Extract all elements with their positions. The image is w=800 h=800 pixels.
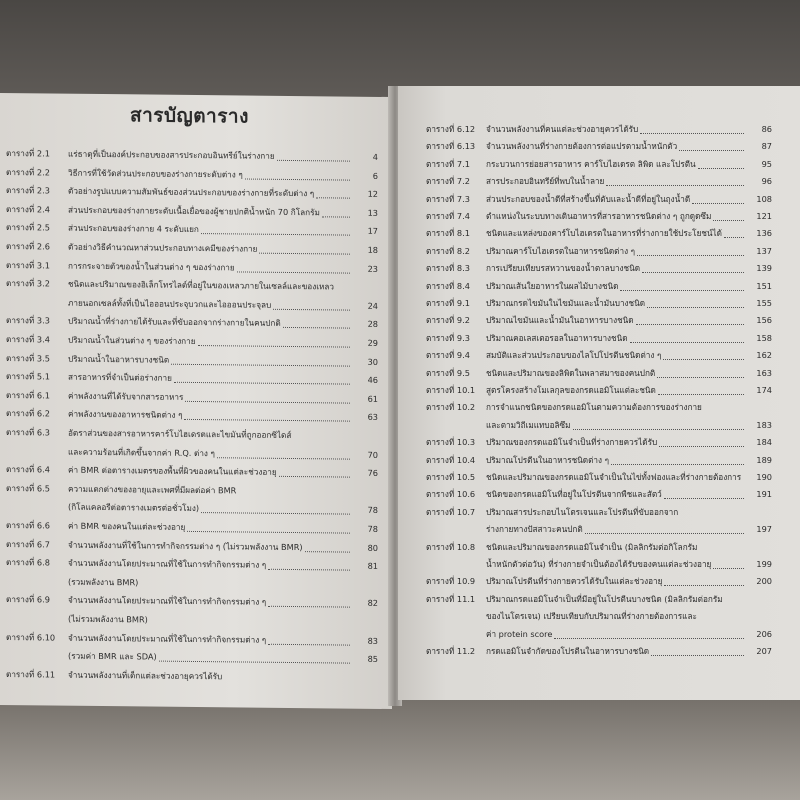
toc-entry-page: 158	[756, 332, 772, 343]
toc-entry-page: 139	[756, 263, 772, 274]
toc-entry-text: จำนวนพลังงานที่เด็กแต่ละช่วงอายุควรได้รับ	[68, 669, 223, 682]
toc-entry-text: สารประกอบอินทรีย์ที่พบในน้ำลาย	[486, 176, 605, 187]
toc-entry-page: 29	[367, 337, 378, 348]
toc-entry-text: ของไนโตรเจน) เปรียบเทียบกับปริมาณที่ร่างกายต้องการและ	[486, 611, 697, 622]
toc-leader-dots	[322, 216, 350, 217]
toc-entry-label: ตารางที่ 7.3	[426, 193, 470, 204]
toc-entry-label: ตารางที่ 9.4	[426, 350, 470, 361]
toc-entry-text: ปริมาณโปรตีนที่ร่างกายควรได้รับในแต่ละช่วงอายุ	[486, 576, 663, 587]
toc-entry-text: ค่า BMR ต่อตารางเมตรของพื้นที่ผิวของคนในแต่ละช่วงอายุ	[68, 464, 277, 478]
toc-entry	[426, 611, 772, 622]
toc-entry-page: 87	[761, 141, 772, 152]
toc-entry	[6, 669, 378, 684]
toc-entry-text: จำนวนพลังงานที่ใช้ในการทำกิจกรรมต่าง ๆ (ไม่รวมพลังงาน BMR)	[68, 539, 303, 552]
toc-entry-page: 70	[367, 449, 378, 460]
background-bottom	[0, 700, 800, 800]
toc-entry-text: การกระจายตัวของน้ำในส่วนต่าง ๆ ของร่างกาย	[68, 260, 235, 272]
toc-entry	[426, 402, 772, 413]
toc-leader-dots	[636, 324, 744, 325]
toc-entry	[426, 455, 772, 466]
toc-entry-label: ตารางที่ 2.6	[6, 241, 50, 252]
toc-entry-label: ตารางที่ 5.1	[6, 371, 50, 382]
toc-entry	[426, 211, 772, 222]
toc-leader-dots	[651, 655, 744, 656]
toc-entry-text: (รวมพลังงาน BMR)	[68, 576, 139, 588]
toc-leader-dots	[640, 133, 744, 134]
toc-entry-text: ปริมาณไขมันและน้ำมันในอาหารบางชนิด	[486, 315, 634, 326]
toc-leader-dots	[647, 307, 744, 308]
toc-entry-label: ตารางที่ 10.9	[426, 576, 476, 587]
toc-entry	[426, 298, 772, 309]
toc-entry-label: ตารางที่ 2.3	[6, 185, 50, 196]
toc-entry-text: ปริมาณกรดไขมันในไขมันและน้ำมันบางชนิด	[486, 298, 646, 308]
toc-entry	[426, 281, 772, 292]
toc-entry-page: 63	[367, 412, 378, 423]
toc-entry-label: ตารางที่ 6.7	[6, 538, 50, 550]
toc-leader-dots	[201, 512, 350, 515]
toc-entry-text: ปริมาณน้ำในส่วนต่าง ๆ ของร่างกาย	[68, 334, 196, 346]
toc-leader-dots	[259, 253, 350, 255]
toc-entry-page: 85	[367, 653, 378, 665]
toc-leader-dots	[698, 168, 744, 169]
toc-entry-label: ตารางที่ 7.1	[426, 158, 470, 169]
toc-leader-dots	[171, 363, 350, 366]
toc-entry	[6, 167, 378, 182]
toc-entry-page: 163	[756, 367, 772, 378]
toc-leader-dots	[268, 569, 350, 571]
toc-entry	[426, 194, 772, 205]
toc-entry	[6, 315, 378, 330]
toc-entry-text: ชนิดและปริมาณของกรดแอมิโนจำเป็นในไข่ทั้งฟองและที่ร่างกายต้องการ	[486, 472, 742, 482]
toc-entry	[426, 629, 772, 640]
toc-leader-dots	[585, 533, 744, 534]
toc-leader-dots	[245, 178, 350, 180]
toc-leader-dots	[159, 661, 350, 664]
toc-entry-label: ตารางที่ 6.11	[6, 668, 56, 680]
toc-leader-dots	[637, 255, 744, 256]
toc-entry-page: 184	[756, 437, 772, 448]
toc-entry	[426, 472, 772, 483]
toc-entry-page: 12	[367, 188, 378, 200]
toc-entry-label: ตารางที่ 6.8	[6, 557, 50, 568]
toc-entry-page: 96	[761, 176, 772, 187]
toc-entry	[426, 228, 772, 239]
toc-entry-label: ตารางที่ 11.2	[426, 646, 476, 656]
toc-entry-text: ตัวอย่างวิธีคำนวณหาส่วนประกอบทางเคมีของร่างกาย	[68, 241, 258, 254]
toc-entry-text: ปริมาณสารประกอบไนโตรเจนและโปรตีนที่ขับออกจาก	[486, 506, 679, 517]
toc-entry-label: ตารางที่ 3.5	[6, 352, 50, 364]
toc-entry-text: ส่วนประกอบของร่างกายระดับเนื้อเยื่อของผู้ชายปกติน้ำหนัก 70 กิโลกรัม	[68, 204, 320, 218]
toc-leader-dots	[184, 419, 350, 422]
toc-entry-label: ตารางที่ 2.2	[6, 166, 50, 178]
toc-entry-text: ปริมาณคอเลสเตอรอลในอาหารบางชนิด	[486, 332, 628, 343]
toc-entry-label: ตารางที่ 9.5	[426, 367, 470, 378]
toc-entry-text: ชนิดและปริมาณของลิพิดในพลาสมาของคนปกติ	[486, 367, 656, 378]
toc-entry	[6, 204, 378, 219]
toc-entry-page: 151	[756, 280, 772, 291]
toc-entry	[6, 483, 378, 498]
toc-entry	[426, 576, 772, 587]
toc-entry-label: ตารางที่ 6.10	[6, 631, 56, 643]
toc-leader-dots	[606, 185, 744, 186]
toc-entry-label: ตารางที่ 6.3	[6, 427, 50, 438]
toc-entry	[6, 408, 378, 423]
left-page	[0, 93, 392, 709]
toc-leader-dots	[279, 476, 350, 478]
toc-entry	[426, 333, 772, 344]
toc-entry-text: สูตรโครงสร้างโมเลกุลของกรดแอมิโนแต่ละชนิด	[486, 385, 656, 395]
toc-entry-text: ชนิดและปริมาณของกรดแอมิโนจำเป็น (มิลลิกรัมต่อกิโลกรัม	[486, 541, 698, 552]
toc-entry-label: ตารางที่ 3.3	[6, 315, 50, 326]
toc-entry-page: 80	[367, 542, 378, 553]
toc-entry-label: ตารางที่ 8.3	[426, 263, 470, 274]
toc-entry-page: 137	[756, 245, 772, 256]
toc-entry	[6, 148, 378, 163]
toc-entry-label: ตารางที่ 10.1	[426, 385, 476, 395]
toc-entry-label: ตารางที่ 3.4	[6, 334, 50, 345]
toc-entry-text: ปริมาณเส้นใยอาหารในผลไม้บางชนิด	[486, 280, 619, 291]
toc-entry	[6, 501, 378, 516]
toc-entry-label: ตารางที่ 10.2	[426, 402, 476, 413]
toc-entry-label: ตารางที่ 3.2	[6, 278, 50, 289]
toc-entry-label: ตารางที่ 10.8	[426, 541, 476, 552]
toc-entry-text: กรดแอมิโนจำกัดของโปรตีนในอาหารบางชนิด	[486, 646, 650, 656]
toc-entry-label: ตารางที่ 9.1	[426, 298, 470, 308]
toc-entry-label: ตารางที่ 6.12	[426, 124, 476, 134]
toc-entry-text: ส่วนประกอบของน้ำดีที่สร้างขึ้นที่ตับและน้ำดีที่อยู่ในถุงน้ำดี	[486, 193, 691, 204]
toc-entry-label: ตารางที่ 8.4	[426, 280, 470, 291]
toc-entry	[6, 594, 378, 609]
toc-entry-text: ภายนอกเซลล์ทั้งที่เป็นไอออนประจุบวกและไอออนประจุลบ	[68, 297, 272, 310]
toc-entry-text: ชนิดของกรดแอมิโนที่อยู่ในโปรตีนจากพืชและสัตว์	[486, 489, 662, 500]
toc-entry-label: ตารางที่ 2.5	[6, 222, 50, 233]
toc-entry-text: ปริมาณน้ำในอาหารบางชนิด	[68, 353, 170, 365]
toc-entry-page: 46	[367, 374, 378, 386]
toc-entry-page: 136	[756, 228, 772, 239]
toc-entry	[6, 260, 378, 275]
toc-entry-text: ค่า protein score	[486, 628, 553, 639]
toc-entry	[426, 315, 772, 326]
toc-entry-text: กระบวนการย่อยสารอาหาร คาร์โบไฮเดรต ลิพิด และโปรตีน	[486, 158, 696, 169]
toc-entry-label: ตารางที่ 9.3	[426, 332, 470, 343]
toc-leader-dots	[657, 377, 744, 378]
toc-entry	[6, 427, 378, 442]
toc-entry-page: 30	[367, 356, 378, 367]
toc-entry-page: 162	[756, 350, 772, 361]
toc-entry-text: สมบัติและส่วนประกอบของไลโปโปรตีนชนิดต่าง ๆ	[486, 350, 662, 361]
toc-leader-dots	[217, 457, 350, 459]
toc-leader-dots	[198, 345, 350, 348]
toc-entry-page: 24	[367, 300, 378, 311]
toc-leader-dots	[305, 551, 350, 552]
toc-entry	[6, 278, 378, 293]
toc-entry-page: 206	[756, 628, 772, 639]
toc-entry-label: ตารางที่ 6.2	[6, 408, 50, 419]
toc-leader-dots	[679, 150, 744, 151]
toc-entry-page: 61	[367, 393, 378, 404]
toc-entry-label: ตารางที่ 10.6	[426, 489, 476, 500]
toc-entry-label: ตารางที่ 11.1	[426, 593, 476, 604]
toc-entry	[426, 124, 772, 135]
toc-leader-dots	[273, 309, 350, 311]
page-title: สารบัญตาราง	[130, 104, 249, 128]
toc-entry-text: น้ำหนักตัวต่อวัน) ที่ร่างกายจำเป็นต้องได้รับของคนแต่ละช่วงอายุ	[486, 559, 712, 569]
toc-entry-text: (กิโลแคลอรีต่อตารางเมตรต่อชั่วโมง)	[68, 502, 200, 514]
toc-entry-label: ตารางที่ 7.2	[426, 176, 470, 187]
toc-leader-dots	[174, 382, 350, 385]
toc-entry-text: วิธีการที่ใช้วัดส่วนประกอบของร่างกายระดับต่าง ๆ	[68, 167, 243, 180]
toc-entry-label: ตารางที่ 10.3	[426, 437, 476, 448]
toc-entry-page: 13	[367, 207, 378, 218]
toc-leader-dots	[185, 401, 350, 404]
toc-entry-label: ตารางที่ 6.5	[6, 482, 50, 494]
toc-entry	[6, 297, 378, 312]
toc-entry-label: ตารางที่ 3.1	[6, 259, 50, 271]
toc-entry	[6, 241, 378, 256]
toc-entry-page: 28	[367, 319, 378, 330]
toc-leader-dots	[316, 197, 350, 198]
toc-entry	[426, 524, 772, 535]
toc-entry-label: ตารางที่ 6.9	[6, 594, 50, 605]
toc-entry-text: การเปรียบเทียบรสหวานของน้ำตาลบางชนิด	[486, 263, 641, 274]
toc-entry	[426, 420, 772, 431]
toc-entry-text: ปริมาณของกรดแอมิโนจำเป็นที่ร่างกายควรได้รับ	[486, 437, 658, 448]
toc-entry-page: 95	[761, 158, 772, 169]
toc-entry-text: จำนวนพลังงานโดยประมาณที่ใช้ในการทำกิจกรรมต่าง ๆ	[68, 632, 267, 645]
toc-entry-text: ความแตกต่างของอายุและเพศที่มีผลต่อค่า BMR	[68, 483, 237, 496]
toc-entry-text: ปริมาณโปรตีนในอาหารชนิดต่าง ๆ	[486, 454, 609, 465]
toc-entry-text: ร่างกายทางปัสสาวะคนปกติ	[486, 524, 583, 535]
toc-entry-page: 108	[756, 193, 772, 204]
toc-entry-text: ตัวอย่างรูปแบบความสัมพันธ์ของส่วนประกอบของร่างกายที่ระดับต่าง ๆ	[68, 185, 315, 199]
toc-entry-page: 199	[756, 559, 772, 569]
toc-entry-label: ตารางที่ 8.2	[426, 245, 470, 256]
toc-entry-text: การจำแนกชนิดของกรดแอมิโนตามความต้องการของร่างกาย	[486, 402, 702, 413]
toc-entry-page: 207	[756, 646, 772, 656]
toc-leader-dots	[713, 568, 744, 569]
toc-entry	[426, 246, 772, 257]
toc-entry-text: สารอาหารที่จำเป็นต่อร่างกาย	[68, 371, 172, 383]
toc-entry-text: ปริมาณคาร์โบไฮเดรตในอาหารชนิดต่าง ๆ	[486, 245, 636, 256]
toc-entry-label: ตารางที่ 2.1	[6, 148, 50, 159]
toc-leader-dots	[268, 606, 350, 608]
toc-entry-page: 191	[756, 489, 772, 500]
toc-entry-text: (รวมค่า BMR และ SDA)	[68, 650, 157, 662]
toc-entry-page: 81	[367, 560, 378, 572]
toc-entry-label: ตารางที่ 6.6	[6, 520, 50, 531]
toc-entry	[6, 650, 378, 665]
toc-entry-page: 197	[756, 524, 772, 535]
toc-entry-text: ตำแหน่งในระบบทางเดินอาหารที่สารอาหารชนิดต่าง ๆ ถูกดูดซึม	[486, 211, 712, 221]
toc-entry-page: 156	[756, 315, 772, 326]
toc-entry-page: 18	[367, 244, 378, 255]
toc-leader-dots	[554, 638, 744, 639]
toc-entry-text: จำนวนพลังงานที่คนแต่ละช่วงอายุควรได้รับ	[486, 124, 639, 134]
toc-entry	[426, 594, 772, 605]
toc-entry	[426, 507, 772, 518]
toc-entry-page: 189	[756, 454, 772, 465]
toc-entry-text: ค่าพลังงานที่ได้รับจากสารอาหาร	[68, 390, 184, 402]
toc-entry	[426, 176, 772, 187]
toc-entry-page: 121	[756, 211, 772, 221]
toc-leader-dots	[664, 585, 744, 586]
toc-entry-page: 155	[756, 298, 772, 308]
toc-entry	[426, 368, 772, 379]
toc-entry	[6, 371, 378, 386]
toc-entry	[6, 520, 378, 535]
toc-entry	[6, 446, 378, 461]
toc-entry-label: ตารางที่ 7.4	[426, 211, 470, 221]
toc-entry-page: 6	[372, 170, 378, 181]
toc-leader-dots	[692, 203, 744, 204]
toc-entry-page: 4	[372, 151, 378, 162]
toc-entry-text: และความร้อนที่เกิดขึ้นจากค่า R.Q. ต่าง ๆ	[68, 446, 215, 458]
toc-entry-page: 23	[367, 263, 378, 274]
toc-entry	[426, 159, 772, 170]
toc-entry-text: จำนวนพลังงานที่ร่างกายต้องการต่อแปรตามน้ำหนักตัว	[486, 141, 678, 152]
toc-entry-page: 200	[756, 576, 772, 587]
toc-entry-label: ตารางที่ 2.4	[6, 203, 50, 215]
toc-entry-text: ปริมาณน้ำที่ร่างกายได้รับและที่ขับออกจากร่างกายในคนปกติ	[68, 316, 281, 329]
toc-entry-label: ตารางที่ 10.4	[426, 454, 476, 465]
toc-entry-page: 76	[367, 467, 378, 479]
toc-entry	[6, 557, 378, 572]
toc-entry	[6, 222, 378, 237]
toc-entry-page: 82	[367, 598, 378, 609]
toc-entry	[426, 489, 772, 500]
toc-entry-text: ค่าพลังงานของอาหารชนิดต่าง ๆ	[68, 409, 183, 421]
toc-entry-text: แร่ธาตุที่เป็นองค์ประกอบของสารประกอบอินทรีย์ในร่างกาย	[68, 148, 275, 161]
toc-leader-dots	[713, 220, 744, 221]
toc-entry-text: อัตราส่วนของสารอาหารคาร์โบไฮเดรตและไขมันที่ถูกออกซิไดส์	[68, 427, 292, 440]
toc-leader-dots	[237, 271, 350, 273]
toc-entry-page: 190	[756, 472, 772, 482]
toc-entry	[6, 539, 378, 554]
toc-leader-dots	[724, 237, 744, 238]
toc-entry	[6, 390, 378, 405]
toc-entry-text: (ไม่รวมพลังงาน BMR)	[68, 613, 148, 625]
toc-entry-text: และตามวิถีเมแทบอลิซึม	[486, 419, 571, 430]
toc-entry	[6, 353, 378, 368]
toc-entry-text: จำนวนพลังงานโดยประมาณที่ใช้ในการทำกิจกรรมต่าง ๆ	[68, 557, 267, 570]
toc-entry	[6, 613, 378, 628]
toc-entry	[6, 185, 378, 200]
toc-entry	[6, 464, 378, 479]
toc-leader-dots	[620, 290, 744, 291]
toc-entry	[6, 334, 378, 349]
toc-leader-dots	[573, 429, 744, 430]
toc-entry-page: 17	[367, 226, 378, 237]
toc-leader-dots	[277, 160, 350, 162]
right-page	[398, 86, 800, 700]
toc-entry-page: 78	[367, 523, 378, 534]
toc-entry-label: ตารางที่ 10.5	[426, 472, 476, 482]
toc-entry	[426, 263, 772, 274]
toc-leader-dots	[611, 464, 744, 465]
toc-leader-dots	[659, 446, 744, 447]
toc-entry-label: ตารางที่ 6.13	[426, 141, 476, 152]
toc-entry	[426, 385, 772, 396]
toc-leader-dots	[663, 359, 744, 360]
toc-entry-text: ชนิดและปริมาณของอิเล็กโทรไลต์ที่อยู่ในของเหลวภายในเซลล์และของเหลว	[68, 278, 335, 292]
toc-leader-dots	[642, 272, 744, 273]
toc-entry-text: ชนิดและแหล่งของคาร์โบไฮเดรตในอาหารที่ร่างกายใช้ประโยชน์ได้	[486, 228, 722, 239]
toc-entry-text: ส่วนประกอบของร่างกาย 4 ระดับแยก	[68, 223, 199, 235]
toc-entry-page: 83	[367, 635, 378, 646]
toc-entry	[426, 437, 772, 448]
toc-entry-label: ตารางที่ 6.4	[6, 464, 50, 475]
toc-entry-page: 174	[756, 385, 772, 395]
toc-entry	[426, 141, 772, 152]
toc-entry-label: ตารางที่ 6.1	[6, 389, 50, 401]
toc-entry	[426, 559, 772, 570]
toc-entry	[426, 350, 772, 361]
toc-leader-dots	[630, 342, 744, 343]
toc-entry-label: ตารางที่ 8.1	[426, 228, 470, 239]
toc-leader-dots	[658, 394, 744, 395]
toc-entry-page: 78	[367, 505, 378, 516]
toc-entry	[6, 632, 378, 647]
toc-leader-dots	[201, 233, 350, 236]
toc-entry	[426, 646, 772, 657]
toc-entry-text: ปริมาณกรดแอมิโนจำเป็นที่มีอยู่ในโปรตีนบางชนิด (มิลลิกรัมต่อกรัม	[486, 593, 723, 604]
toc-entry-page: 86	[761, 124, 772, 134]
toc-leader-dots	[664, 498, 744, 499]
background-top	[0, 0, 800, 100]
toc-entry-label: ตารางที่ 10.7	[426, 506, 476, 517]
toc-entry-label: ตารางที่ 9.2	[426, 315, 470, 326]
toc-leader-dots	[268, 643, 350, 645]
toc-entry	[6, 576, 378, 591]
toc-leader-dots	[283, 327, 350, 329]
toc-leader-dots	[187, 531, 350, 534]
toc-entry-text: ค่า BMR ของคนในแต่ละช่วงอายุ	[68, 520, 186, 532]
toc-entry-text: จำนวนพลังงานโดยประมาณที่ใช้ในการทำกิจกรรมต่าง ๆ	[68, 595, 267, 608]
toc-entry	[426, 542, 772, 553]
toc-entry-page: 183	[756, 419, 772, 430]
